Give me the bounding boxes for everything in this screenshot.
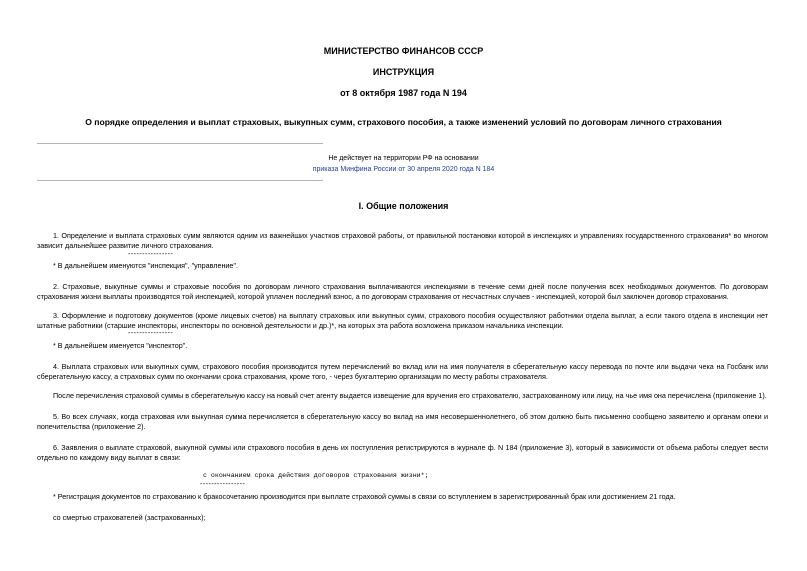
preformatted-line: с окончанием срока действия договоров страхования жизни*;	[203, 472, 429, 479]
document-date: от 8 октября 1987 года N 194	[340, 88, 467, 98]
footnote-3: * Регистрация документов по страхованию к бракосочетанию производится при выплате страховой суммы в связи со вступлением в зарегистрированный брак или достижением 21 года.	[53, 492, 676, 501]
paragraph-7: со смертью страхователей (застрахованных);	[53, 513, 206, 522]
paragraph-3: 3. Оформление и подготовку документов (кроме лицевых счетов) на выплату страховых или выкупных сумм, страхового пособия осуществляют работники отдела выплат, а если такого отдела в инспекции нет штатные работники (старшие инспекторы, инспекторы по основной деятельности и др.)*, на которых эта работа возложена приказом начальника инспекции.	[37, 311, 768, 330]
repeal-order-link[interactable]: приказа Минфина России от 30 апреля 2020 года N 184	[312, 166, 495, 173]
ministry-heading: МИНИСТЕРСТВО ФИНАНСОВ СССР	[323, 46, 484, 56]
footnote-rule: ----------------	[200, 481, 246, 488]
footnote-rule: ----------------	[128, 251, 174, 258]
document-title: О порядке определения и выплат страховых, выкупных сумм, страхового пособия, а также изменений условий по договорам личного страхования	[85, 117, 722, 127]
status-note: Не действует на территории РФ на основании	[328, 155, 479, 162]
paragraph-4-continued: После перечисления страховой суммы в сберегательную кассу на новый счет агенту выдается извещение для вручения его страхователю, застрахованному или лицу, на чье имя она перечислена (приложение 1).	[53, 391, 767, 400]
paragraph-4: 4. Выплата страховых или выкупных сумм, страхового пособия производится путем перечислений во вклад или на имя получателя в сберегательную кассу перевода по почте или выдачи чека на Госбанк или сберегательную кассу, а страховых сумм по окончании срока страхования, кроме того, - через бухгалтерию организации по месту работы страхователя.	[37, 362, 768, 381]
paragraph-2: 2. Страховые, выкупные суммы и страховые пособия по договорам личного страхования выплачиваются инспекциями в течение семи дней после получения всех необходимых документов. По договорам страхования жизни выплаты производятся той инспекцией, которой уплачен последний взнос, а по договорам страхования от несчастных случаев - инспекцией, которой был заключен договор страхования.	[37, 282, 768, 301]
footnote-1: * В дальнейшем именуются "инспекция", "управление".	[53, 261, 238, 270]
document-type: ИНСТРУКЦИЯ	[372, 67, 435, 77]
paragraph-5: 5. Во всех случаях, когда страховая или выкупная сумма перечисляется в сберегательную кассу во вклад на имя несовершеннолетнего, об этом должно быть письменно сообщено заявителю и органам опеки и попечительства (приложение 2).	[37, 412, 768, 431]
paragraph-1: 1. Определение и выплата страховых сумм являются одним из важнейших участков страховой работы, от правильной постановки которой в инспекциях и управлениях государственного страхования* во многом зависит дальнейшее развитие личного страхования.	[37, 231, 768, 250]
section-title: I. Общие положения	[358, 201, 449, 211]
divider-bottom	[37, 180, 323, 181]
footnote-rule: ----------------	[128, 330, 174, 337]
divider-top	[37, 143, 323, 144]
paragraph-6: 6. Заявления о выплате страховой, выкупной суммы или страхового пособия в день их поступления регистрируются в журнале ф. N 184 (приложение 3), который в зависимости от объема работы следует вести отдельно по каждому виду выплат в связи:	[37, 443, 768, 462]
footnote-2: * В дальнейшем именуется "инспектор".	[53, 341, 188, 350]
